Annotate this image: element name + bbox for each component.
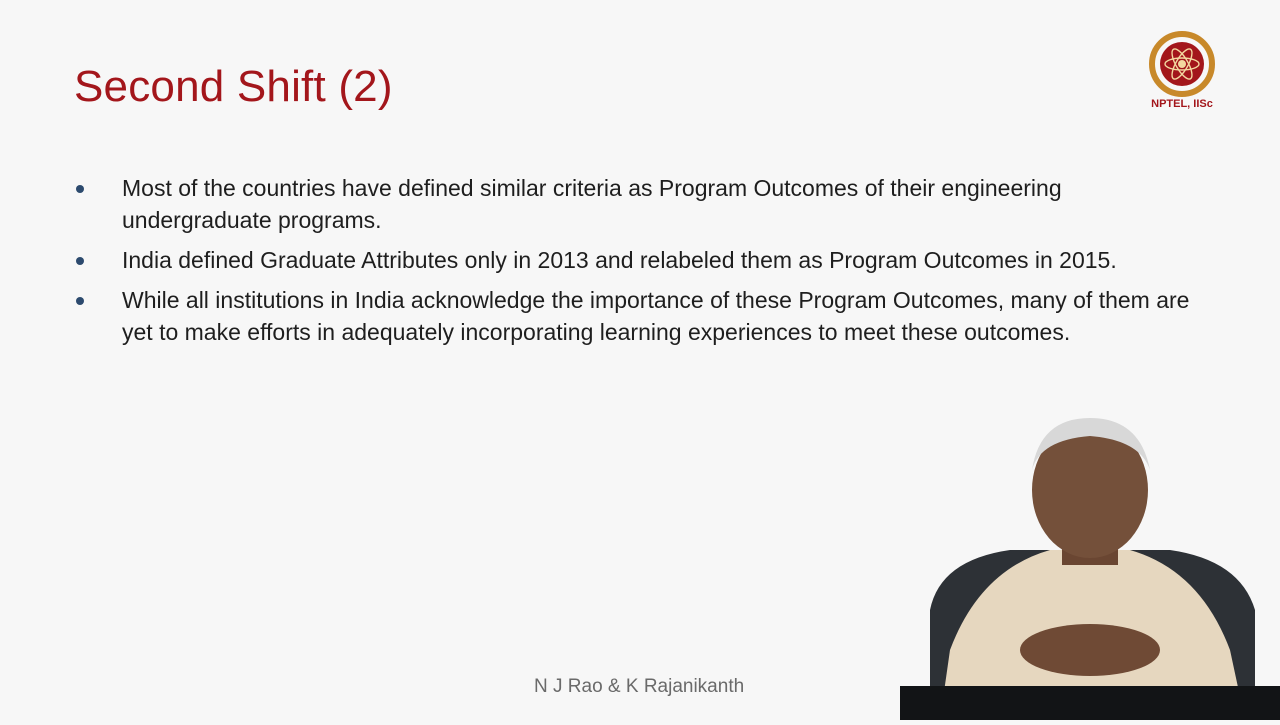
bullet-text: India defined Graduate Attributes only in 2013 and relabeled them as Program Outcomes in 2015.: [122, 247, 1117, 273]
presenter-video: [900, 410, 1280, 720]
slide-title: Second Shift (2): [74, 62, 393, 111]
nptel-logo: [1146, 30, 1218, 116]
logo-text: NPTEL, IISc: [1151, 98, 1213, 110]
nptel-logo-icon: [1146, 30, 1218, 98]
footer-authors: N J Rao & K Rajanikanth: [534, 676, 745, 697]
list-item: [74, 172, 1194, 236]
list-item: [74, 244, 1194, 276]
bullet-icon: [76, 185, 84, 193]
presenter-video-icon: [900, 410, 1280, 720]
bullet-list: [74, 172, 1194, 356]
bullet-text: Most of the countries have defined similar criteria as Program Outcomes of their engineering undergraduate programs.: [122, 175, 1062, 233]
bullet-icon: [76, 257, 84, 265]
list-item: [74, 284, 1194, 348]
bullet-text: While all institutions in India acknowledge the importance of these Program Outcomes, many of them are yet to make efforts in adequately incorporating learning experiences to meet these outcomes.: [122, 287, 1190, 345]
bullet-icon: [76, 297, 84, 305]
